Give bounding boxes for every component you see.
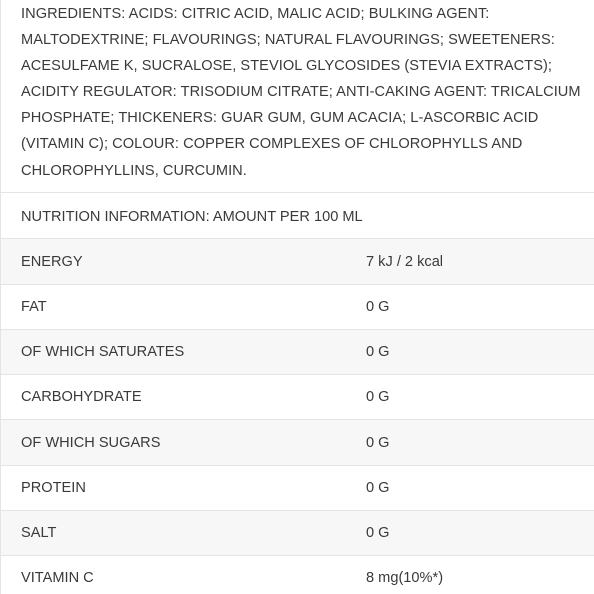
- nutrient-label: VITAMIN C: [21, 570, 94, 586]
- nutrient-label: CARBOHYDRATE: [21, 389, 142, 405]
- nutrient-label: PROTEIN: [21, 480, 86, 496]
- nutrition-row-vitamin-c: [1, 556, 594, 594]
- nutrient-label: FAT: [21, 299, 47, 315]
- ingredients-line: (VITAMIN C); COLOUR: COPPER COMPLEXES OF CHLOROPHYLLS AND: [21, 136, 523, 153]
- nutrition-row-salt: [1, 511, 594, 555]
- ingredients-line: INGREDIENTS: ACIDS: CITRIC ACID, MALIC ACID; BULKING AGENT:: [21, 6, 490, 22]
- nutrient-value: 8 mg(10%*): [366, 570, 444, 586]
- nutrition-row-carbohydrate: [1, 375, 594, 419]
- ingredients-line: ACESULFAME K, SUCRALOSE, STEVIOL GLYCOSIDES (STEVIA EXTRACTS);: [21, 58, 553, 75]
- nutrient-value: 0 G: [366, 344, 390, 360]
- nutrient-value: 0 G: [366, 480, 390, 496]
- nutrition-row-energy: [1, 239, 594, 284]
- nutrient-value: 7 kJ / 2 kcal: [366, 254, 444, 270]
- nutrition-row-sugars: [1, 420, 594, 465]
- nutrient-label: ENERGY: [21, 254, 83, 270]
- ingredients-line: ACIDITY REGULATOR: TRISODIUM CITRATE; ANTI-CAKING AGENT: TRICALCIUM: [21, 84, 581, 101]
- nutrition-header: NUTRITION INFORMATION: AMOUNT PER 100 ML: [21, 209, 363, 225]
- nutrient-value: 0 G: [366, 525, 390, 541]
- ingredients-line: MALTODEXTRINE; FLAVOURINGS; NATURAL FLAVOURINGS; SWEETENERS:: [21, 32, 555, 49]
- ingredients-line: PHOSPHATE; THICKENERS: GUAR GUM, GUM ACACIA; L-ASCORBIC ACID: [21, 110, 539, 127]
- nutrition-row-protein: [1, 466, 594, 510]
- nutrient-label: SALT: [21, 525, 57, 541]
- ingredients-line: CHLOROPHYLLINS, CURCUMIN.: [21, 162, 247, 179]
- nutrient-value: 0 G: [366, 299, 390, 315]
- ingredients-block: [1, 0, 594, 193]
- nutrient-label: OF WHICH SUGARS: [21, 435, 161, 451]
- nutrient-label: OF WHICH SATURATES: [21, 344, 185, 360]
- nutrition-row-saturates: [1, 330, 594, 374]
- nutrition-row-fat: [1, 285, 594, 329]
- nutrient-value: 0 G: [366, 435, 390, 451]
- nutrient-value: 0 G: [366, 389, 390, 405]
- nutrition-header-row: [1, 194, 594, 238]
